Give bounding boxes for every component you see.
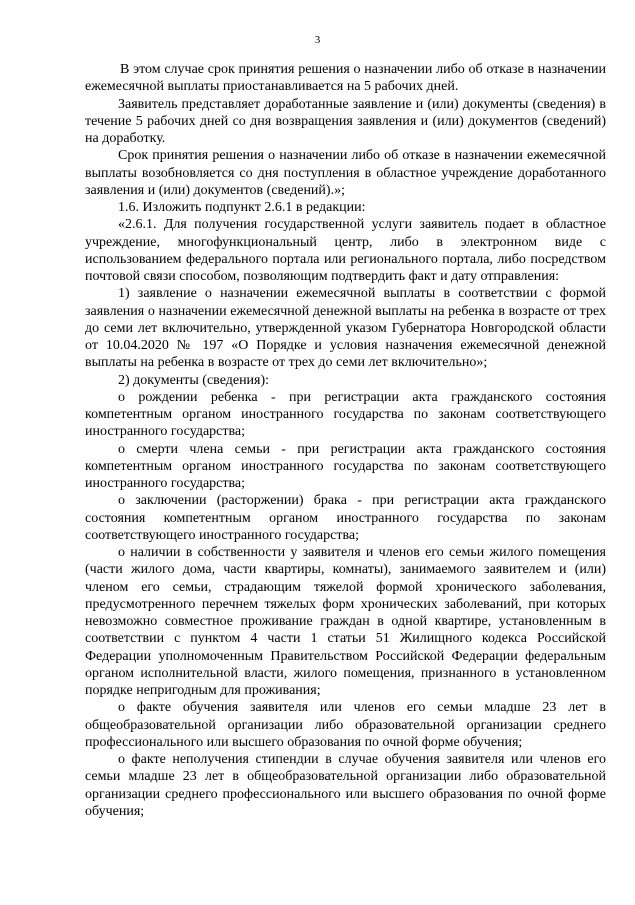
- page-number: 3: [314, 34, 321, 46]
- paragraph-marriage-record: о заключении (расторжении) брака - при регистрации акта гражданского состояния компетентным органом иностранного государства по законам соответствующего иностранного государства;: [85, 493, 606, 543]
- paragraph-birth-record: о рождении ребенка - при регистрации акта гражданского состояния компетентным органом иностранного государства по законам соответствующего иностранного государства;: [85, 389, 606, 440]
- paragraph-housing-ownership: о наличии в собственности у заявителя и членов его семьи жилого помещения (части жилого дома, части квартиры, комнаты), занимаемого заявителем и (или) членом его семьи, страдающим тяжелой формой хронического заболевания, предусмотренного перечнем тяжелых форм хронических заболеваний, при которых невозможно совместное проживание граждан в одной квартире, установленным в соответствии с пунктом 4 части 1 статьи 51 Жилищного кодекса Российской Федерации уполномоченным Правительством Российской Федерации федеральным органом исполнительной власти, жилого помещения, признанного в установленном порядке непригодным для проживания;: [85, 545, 606, 698]
- paragraph-applicant-resubmits: Заявитель представляет доработанные заявление и (или) документы (сведения) в течение 5 рабочих дней со дня возвращения заявления и (или) документов (сведений) на доработку.: [85, 96, 606, 146]
- paragraph-amendment-1-6: 1.6. Изложить подпункт 2.6.1 в редакции:: [118, 200, 366, 215]
- paragraph-death-record: о смерти члена семьи - при регистрации акта гражданского состояния компетентным органом иностранного государства по законам соответствующего иностранного государства;: [85, 441, 606, 491]
- paragraph-suspension-term: В этом случае срок принятия решения о назначении либо об отказе в назначении ежемесячной выплаты приостанавливается на 5 рабочих дней.: [85, 62, 606, 95]
- paragraph-no-stipend-fact: о факте неполучения стипендии в случае обучения заявителя или членов его семьи младше 23 лет в общеобразовательной организации либо образовательной организации среднего профессионального или высшего образования по очной форме обучения;: [85, 752, 606, 819]
- document-body: [85, 61, 606, 820]
- paragraph-item-1-application: 1) заявление о назначении ежемесячной выплаты в соответствии с формой заявления о назначении ежемесячной денежной выплаты на ребенка в возрасте от трех до семи лет включительно, утвержденной указом Губернатора Новгородской области от 10.04.2020 № 197 «О Порядке и условия назначения ежемесячной денежной выплаты на ребенка в возрасте от трех до семи лет включительно»;: [85, 286, 606, 371]
- paragraph-education-fact: о факте обучения заявителя или членов его семьи младше 23 лет в общеобразовательной организации либо образовательной организации среднего профессионального или высшего образования по очной форме обучения;: [85, 700, 606, 750]
- paragraph-subclause-2-6-1: «2.6.1. Для получения государственной услуги заявитель подает в областное учреждение, многофункциональный центр, либо в электронном виде с использованием федерального портала или регионального портала, либо посредством почтовой связи способом, позволяющим подтвердить факт и дату отправления:: [85, 217, 606, 284]
- paragraph-term-resumes: Срок принятия решения о назначении либо об отказе в назначении ежемесячной выплаты возобновляется со дня поступления в областное учреждение доработанного заявления и (или) документов (сведений).»;: [85, 148, 606, 198]
- paragraph-item-2-documents: 2) документы (сведения):: [118, 372, 270, 388]
